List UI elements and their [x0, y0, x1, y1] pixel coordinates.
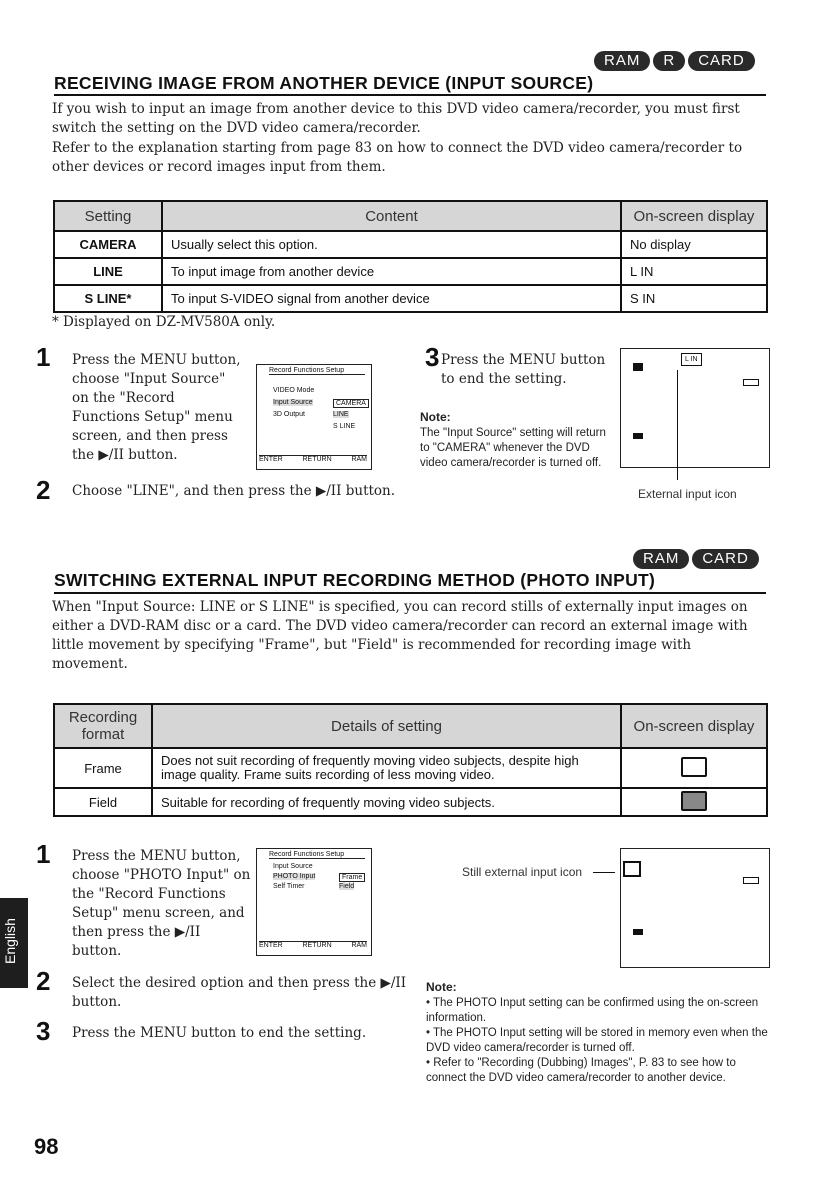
title-rule — [54, 592, 766, 594]
step-number-2: 2 — [36, 966, 51, 996]
menu-footer — [259, 455, 367, 463]
step-1-text: Press the MENU button, choose "Input Source" on the "Record Functions Setup" menu screen, and then press the ▶/II button. — [72, 352, 241, 463]
page-number: 98 — [34, 1134, 59, 1159]
input-source-table — [53, 200, 768, 313]
still-input-icon — [623, 861, 641, 877]
note-block-2 — [426, 980, 770, 1086]
intro-paragraph-photo: When "Input Source: LINE or S LINE" is specified, you can record stills of externally input images on either a DVD-RAM disc or a card. The DVD video camera/recorder can record an external image with little movement by specifying "Frame", but "Field" is recommended for recording image with movement. — [52, 599, 748, 672]
details-cell: Does not suit recording of frequently moving video subjects, despite high image quality. Frame suits recording of less moving video. — [152, 748, 621, 788]
menu-item: VIDEO Mode — [273, 387, 315, 394]
step-number-2: 2 — [36, 475, 51, 505]
field-mode-icon — [681, 791, 707, 811]
enter-label: ENTER — [259, 942, 283, 949]
note-item: • Refer to "Recording (Dubbing) Images", P. 83 to see how to connect the DVD video camera/recorder to another device. — [426, 1057, 736, 1084]
ram-label: RAM — [351, 456, 367, 463]
display-cell: No display — [621, 231, 767, 258]
lcd-preview-1 — [620, 348, 770, 468]
menu-option: LINE — [333, 411, 349, 418]
step-number-1: 1 — [36, 342, 51, 372]
battery-icon — [743, 877, 759, 884]
col-header-content: Content — [162, 201, 621, 231]
external-input-pointer — [677, 370, 678, 480]
step-2-text: Select the desired option and then press the ▶/II button. — [72, 975, 407, 1010]
step-number-3: 3 — [36, 1016, 51, 1046]
table-row — [54, 788, 767, 816]
badge-ram: RAM — [633, 549, 689, 569]
return-label: RETURN — [302, 456, 332, 463]
menu-screen-input-source — [256, 364, 372, 470]
col-header-display: On-screen display — [621, 704, 767, 748]
setting-cell: LINE — [54, 258, 162, 285]
table-row — [54, 748, 767, 788]
setting-cell: CAMERA — [54, 231, 162, 258]
language-tab — [0, 898, 28, 988]
disc-icon — [633, 433, 643, 439]
line-in-indicator: L IN — [681, 353, 702, 366]
note-title: Note: — [420, 410, 451, 424]
media-badges-2 — [633, 549, 759, 569]
intro-paragraph: If you wish to input an image from another device to this DVD video camera/recorder, you must first switch the setting on the DVD video camera/recorder. — [52, 101, 740, 136]
title-rule — [54, 94, 766, 96]
details-cell: Suitable for recording of frequently moving video subjects. — [152, 788, 621, 816]
badge-ram: RAM — [594, 51, 650, 71]
frame-mode-icon — [681, 757, 707, 777]
table-row — [54, 285, 767, 312]
menu-item-selected: PHOTO Input — [273, 873, 316, 880]
menu-option: Field — [339, 883, 355, 890]
content-cell: To input S-VIDEO signal from another device — [162, 285, 621, 312]
still-input-label: Still external input icon — [462, 865, 583, 879]
external-input-label: External input icon — [638, 487, 737, 501]
display-cell: L IN — [621, 258, 767, 285]
step-3-text: Press the MENU button to end the setting. — [441, 352, 606, 387]
note-item: • The PHOTO Input setting will be stored in memory even when the DVD video camera/recorder is turned off. — [426, 1027, 768, 1054]
menu-item: Input Source — [273, 863, 313, 870]
badge-card: CARD — [692, 549, 759, 569]
menu-item-selected: Input Source — [273, 399, 313, 406]
content-cell: Usually select this option. — [162, 231, 621, 258]
format-cell: Field — [54, 788, 152, 816]
enter-label: ENTER — [259, 456, 283, 463]
note-item: • The PHOTO Input setting can be confirmed using the on-screen information. — [426, 997, 759, 1024]
disc-icon — [633, 929, 643, 935]
footnote: * Displayed on DZ-MV580A only. — [52, 314, 276, 330]
return-label: RETURN — [302, 942, 332, 949]
table-row — [54, 258, 767, 285]
table-row — [54, 231, 767, 258]
menu-footer — [259, 941, 367, 949]
format-cell: Frame — [54, 748, 152, 788]
setting-cell: S LINE* — [54, 285, 162, 312]
language-label: English — [2, 918, 18, 964]
menu-title: Record Functions Setup — [269, 367, 365, 375]
menu-option: Frame — [339, 873, 365, 882]
content-cell: To input image from another device — [162, 258, 621, 285]
menu-title: Record Functions Setup — [269, 851, 365, 859]
menu-option: CAMERA — [333, 399, 369, 408]
lcd-preview-2 — [620, 848, 770, 968]
menu-screen-photo-input — [256, 848, 372, 956]
note-text: The "Input Source" setting will return to "CAMERA" whenever the DVD video camera/recorder is turned off. — [420, 427, 606, 469]
photo-input-table — [53, 703, 768, 817]
badge-r: R — [653, 51, 685, 71]
display-cell — [621, 788, 767, 816]
menu-option: S LINE — [333, 423, 356, 430]
menu-item: 3D Output — [273, 411, 305, 418]
camera-icon — [633, 363, 643, 371]
step-1-text: Press the MENU button, choose "PHOTO Input" on the "Record Functions Setup" menu screen, and then press the ▶/II button. — [72, 848, 251, 959]
col-header-format: Recording format — [54, 704, 152, 748]
display-cell — [621, 748, 767, 788]
step-number-1: 1 — [36, 839, 51, 869]
section-title-input-source: RECEIVING IMAGE FROM ANOTHER DEVICE (INPUT SOURCE) — [54, 73, 594, 93]
battery-icon — [743, 379, 759, 386]
col-header-display: On-screen display — [621, 201, 767, 231]
display-cell: S IN — [621, 285, 767, 312]
media-badges-1 — [594, 51, 755, 71]
section-title-photo-input: SWITCHING EXTERNAL INPUT RECORDING METHOD (PHOTO INPUT) — [54, 570, 656, 590]
step-number-3: 3 — [425, 342, 440, 372]
note-title: Note: — [426, 980, 457, 994]
ram-label: RAM — [351, 942, 367, 949]
note-block-1 — [420, 410, 610, 471]
still-input-pointer — [593, 872, 615, 873]
step-2-text: Choose "LINE", and then press the ▶/II button. — [72, 483, 396, 499]
badge-card: CARD — [688, 51, 755, 71]
intro-paragraph-2: Refer to the explanation starting from page 83 on how to connect the DVD video camera/recorder to other devices or record images input from them. — [52, 140, 743, 175]
col-header-setting: Setting — [54, 201, 162, 231]
step-3-text: Press the MENU button to end the setting. — [72, 1025, 367, 1041]
col-header-details: Details of setting — [152, 704, 621, 748]
menu-item: Self Timer — [273, 883, 305, 890]
